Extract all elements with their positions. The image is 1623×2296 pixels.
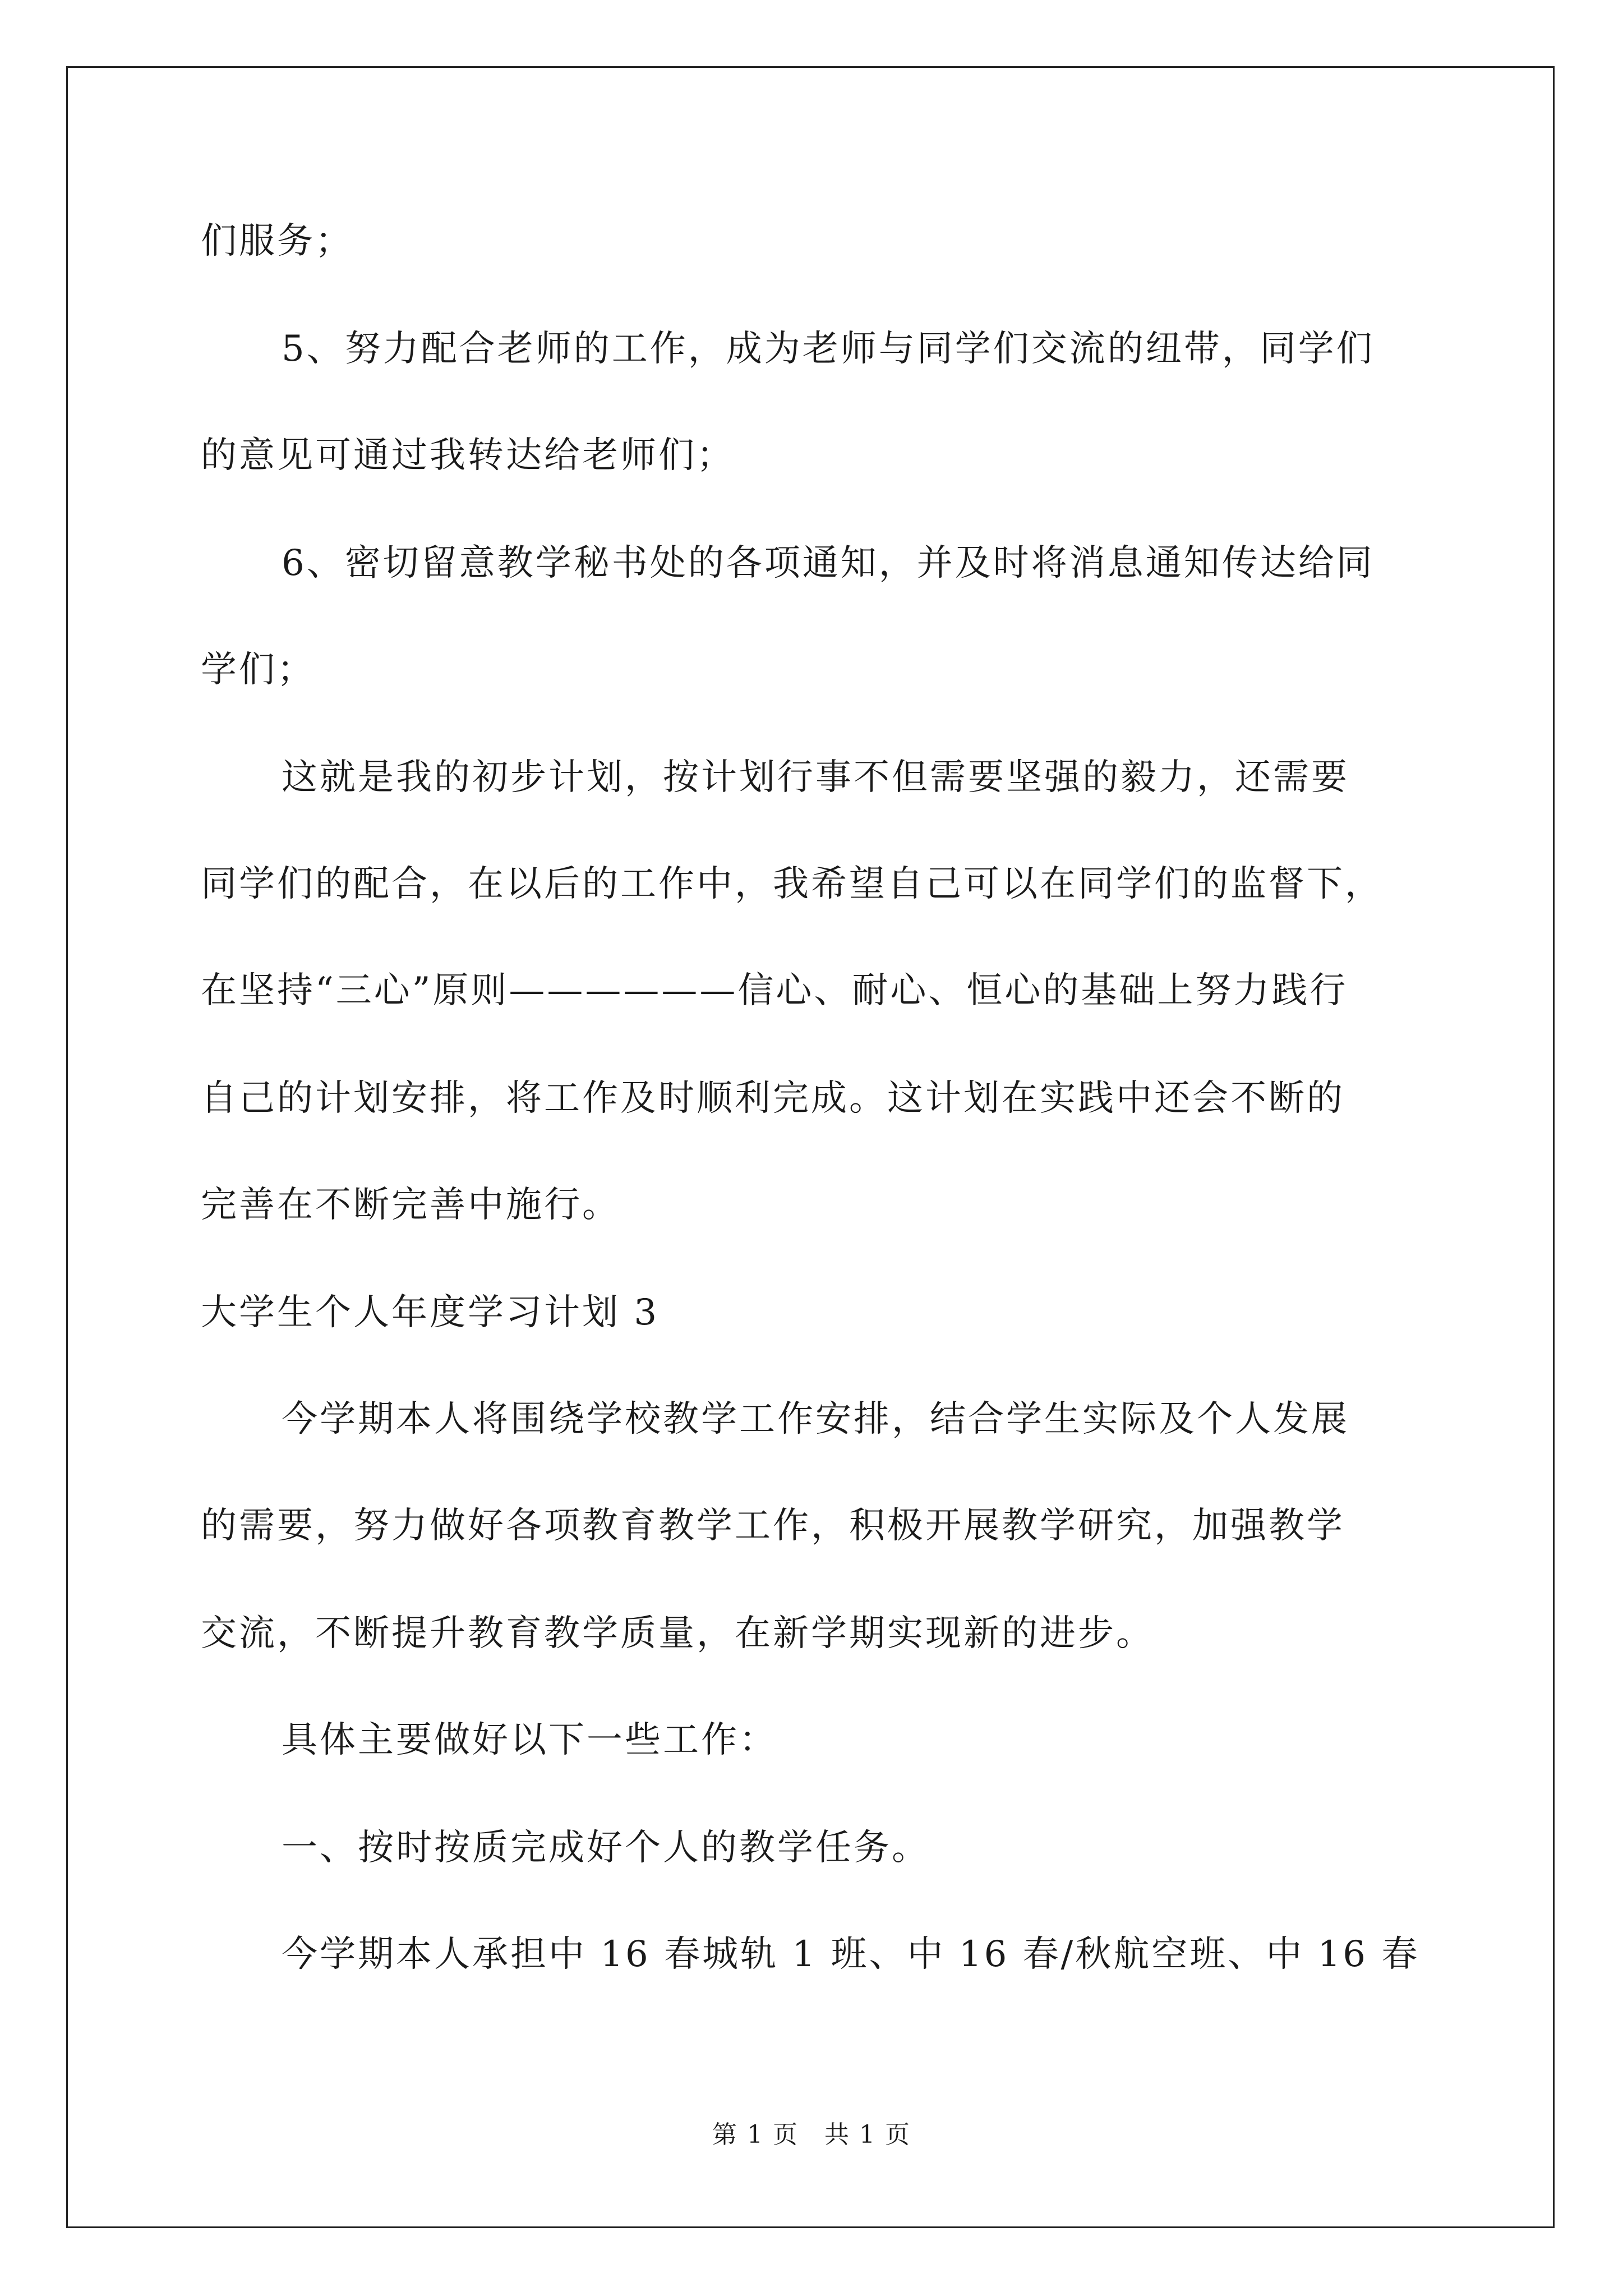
text-line-3: 的意见可通过我转达给老师们； <box>201 435 735 476</box>
text-line-16: 一、按时按质完成好个人的教学任务。 <box>282 1827 930 1869</box>
text-line-7: 同学们的配合，在以后的工作中，我希望自己可以在同学们的监督下， <box>201 863 1383 905</box>
text-line-12: 今学期本人将围绕学校教学工作安排，结合学生实际及个人发展 <box>282 1398 1349 1440</box>
text-line-4: 6、密切留意教学秘书处的各项通知，并及时将消息通知传达给同 <box>282 542 1375 584</box>
text-line-6: 这就是我的初步计划，按计划行事不但需要坚强的毅力，还需要 <box>282 757 1349 798</box>
text-line-17: 今学期本人承担中 16 春城轨 1 班、中 16 春/秋航空班、中 16 春 <box>282 1934 1420 1975</box>
text-line-2: 5、努力配合老师的工作，成为老师与同学们交流的纽带，同学们 <box>282 328 1375 370</box>
page-footer: 第 1 页 共 1 页 <box>712 2120 911 2149</box>
text-line-10: 完善在不断完善中施行。 <box>201 1184 620 1226</box>
text-line-15: 具体主要做好以下一些工作： <box>282 1719 777 1761</box>
section-heading: 大学生个人年度学习计划 3 <box>201 1292 660 1333</box>
text-line-1: 们服务； <box>201 220 353 262</box>
text-line-5: 学们； <box>201 649 315 691</box>
page-border <box>66 66 1555 2228</box>
text-line-9: 自己的计划安排，将工作及时顺利完成。这计划在实践中还会不断的 <box>201 1078 1345 1119</box>
text-line-8: 在坚持“三心”原则——————信心、耐心、恒心的基础上努力践行 <box>201 970 1348 1011</box>
text-line-13: 的需要，努力做好各项教育教学工作，积极开展教学研究，加强教学 <box>201 1505 1345 1547</box>
text-line-14: 交流，不断提升教育教学质量，在新学期实现新的进步。 <box>201 1613 1154 1654</box>
